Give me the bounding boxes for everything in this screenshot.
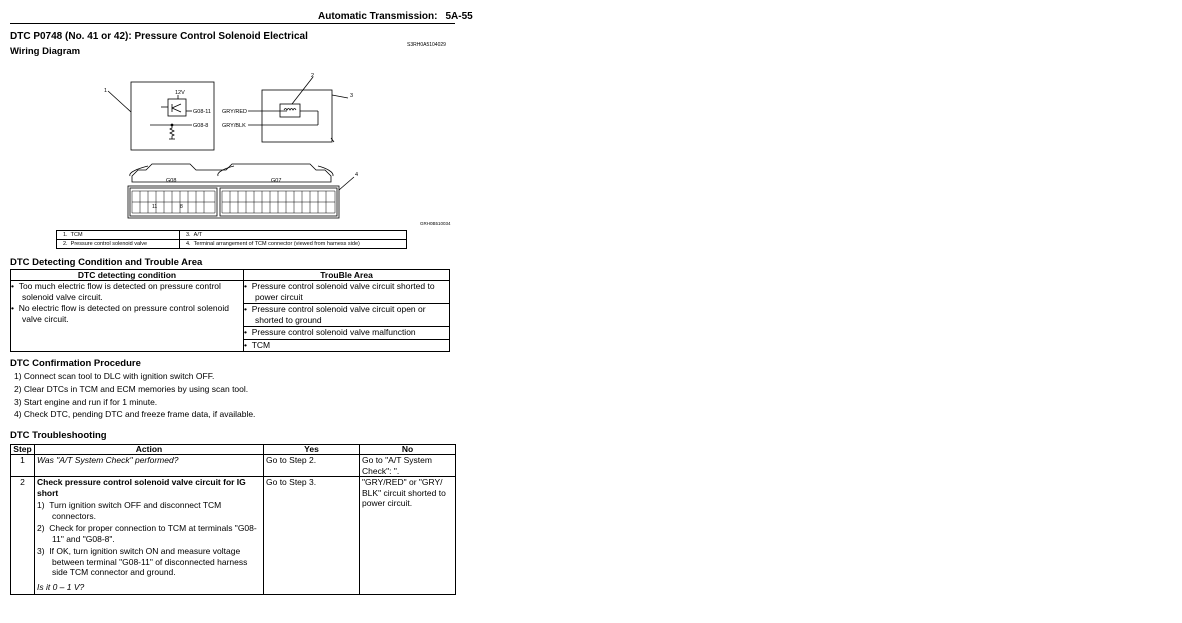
condition-text: No electric flow is detected on pressure control solenoid valve circuit. — [18, 303, 229, 324]
callout-1-leader — [108, 91, 131, 112]
sub-step-number: 3) — [37, 546, 45, 556]
terminal-g08-11: G08-11 — [193, 109, 211, 115]
legend-row — [57, 240, 407, 249]
condition-item: • Too much electric flow is detected on pressure control solenoid valve circuit. — [11, 281, 221, 302]
callout-3-leader — [332, 95, 348, 98]
callout-2: 2 — [311, 73, 315, 79]
detecting-heading: DTC Detecting Condition and Trouble Area — [10, 257, 203, 268]
condition-text: Too much electric flow is detected on pressure control solenoid valve circuit. — [18, 281, 221, 302]
wire-label-gry-blk: GRY/BLK — [222, 123, 246, 129]
troubleshooting-heading: DTC Troubleshooting — [10, 430, 107, 441]
section-title: Automatic Transmission: — [318, 11, 438, 22]
sub-step-number: 2) — [37, 523, 45, 533]
page-title: DTC P0748 (No. 41 or 42): Pressure Control Solenoid Electrical — [10, 31, 308, 42]
confirmation-step: 4) Check DTC, pending DTC and freeze frame data, if available. — [14, 409, 256, 420]
confirmation-step: 1) Connect scan tool to DLC with ignition switch OFF. — [14, 371, 215, 381]
condition-item: • No electric flow is detected on pressure control solenoid valve circuit. — [11, 303, 229, 324]
legend-cell — [57, 240, 180, 249]
callout-4: 4 — [355, 172, 359, 178]
area-item: • Pressure control solenoid valve circuit open or shorted to ground — [244, 303, 449, 325]
col-no: No — [360, 445, 456, 455]
pin-11-label: 11 — [152, 204, 158, 210]
callout-4-leader — [339, 177, 354, 190]
sub-step-text: Check for proper connection to TCM at terminals "G08-11" and "G08-8". — [49, 523, 257, 544]
area-text: Pressure control solenoid valve circuit open or shorted to ground — [251, 304, 426, 325]
sub-step — [37, 523, 261, 544]
connector-g08-label: G08 — [166, 178, 177, 184]
col-trouble-area: TrouBle Area — [244, 270, 450, 281]
confirmation-step: 3) Start engine and run if for 1 minute. — [14, 396, 158, 407]
sub-step — [37, 500, 261, 521]
legend-cell — [180, 231, 407, 240]
area-item: • Pressure control solenoid valve circuit shorted to power circuit — [244, 281, 435, 302]
area-item: • Pressure control solenoid valve malfunction — [244, 326, 449, 338]
confirmation-steps — [14, 370, 255, 421]
col-action: Action — [35, 445, 264, 455]
conditions-cell — [11, 281, 244, 352]
figure-code: GRH0B510034 — [420, 221, 451, 226]
legend-text: TCM — [70, 232, 83, 238]
step-yes: Go to Step 2. — [264, 455, 360, 477]
step-action-title: Check pressure control solenoid valve circuit for IG short — [37, 477, 246, 498]
callout-1: 1 — [104, 88, 108, 94]
step-no: "GRY/RED" or "GRY/ BLK" circuit shorted to power circuit. — [360, 477, 456, 595]
legend-number: 4. — [186, 241, 191, 247]
connector-g07-label: G07 — [271, 178, 282, 184]
table-header-row — [11, 270, 450, 281]
legend-number: 3. — [186, 232, 191, 238]
pin-8-label: 8 — [180, 204, 183, 210]
voltage-label: 12V — [175, 90, 185, 96]
wiring-diagram — [0, 0, 473, 230]
table-header-row — [11, 445, 456, 455]
legend-cell — [180, 240, 407, 249]
confirmation-heading: DTC Confirmation Procedure — [10, 358, 141, 369]
legend-number: 1. — [63, 232, 68, 238]
step-yes: Go to Step 3. — [264, 477, 360, 595]
area-text: TCM — [251, 339, 271, 350]
legend-text: Terminal arrangement of TCM connector (viewed from harness side) — [193, 241, 360, 247]
area-text: Pressure control solenoid valve malfunction — [251, 327, 416, 337]
step-action — [35, 477, 264, 595]
legend-text: A/T — [193, 232, 203, 238]
legend-text: Pressure control solenoid valve — [70, 241, 148, 247]
table-row — [11, 477, 456, 595]
callout-2-leader — [292, 77, 313, 104]
step-question: Is it 0 – 1 V? — [37, 581, 85, 592]
step-action: Was "A/T System Check" performed? — [35, 455, 264, 477]
troubleshooting-table — [10, 444, 456, 595]
table-row — [11, 455, 456, 477]
legend-cell — [57, 231, 180, 240]
legend-row — [57, 231, 407, 240]
confirmation-step: 2) Clear DTCs in TCM and ECM memories by using scan tool. — [14, 383, 249, 394]
wire-label-gry-red: GRY/RED — [222, 109, 247, 115]
terminal-g08-8: G08-8 — [193, 123, 209, 129]
diagram-legend — [56, 230, 407, 249]
col-yes: Yes — [264, 445, 360, 455]
step-number: 2 — [11, 477, 35, 595]
doc-code: S3RH0A5104029 — [407, 42, 446, 48]
step-number: 1 — [11, 455, 35, 477]
page-number: 5A-55 — [445, 11, 473, 22]
wiring-heading: Wiring Diagram — [10, 46, 81, 57]
col-detecting-condition: DTC detecting condition — [11, 270, 244, 281]
table-row — [11, 281, 450, 352]
sub-step-number: 1) — [37, 500, 45, 510]
area-item: • TCM — [244, 339, 449, 351]
areas-cell — [244, 281, 450, 352]
detecting-table — [10, 269, 450, 352]
sub-step-text: Turn ignition switch OFF and disconnect TCM connectors. — [49, 500, 222, 521]
sub-step — [37, 546, 261, 578]
callout-3: 3 — [350, 93, 354, 99]
col-step: Step — [11, 445, 35, 455]
sub-step-text: If OK, turn ignition switch ON and measure voltage between terminal "G08-11" of disconnected harness side TCM connector and ground. — [49, 546, 248, 577]
legend-number: 2. — [63, 241, 68, 247]
area-text: Pressure control solenoid valve circuit shorted to power circuit — [251, 281, 435, 302]
step-no: Go to "A/T System Check": ". — [360, 455, 456, 477]
